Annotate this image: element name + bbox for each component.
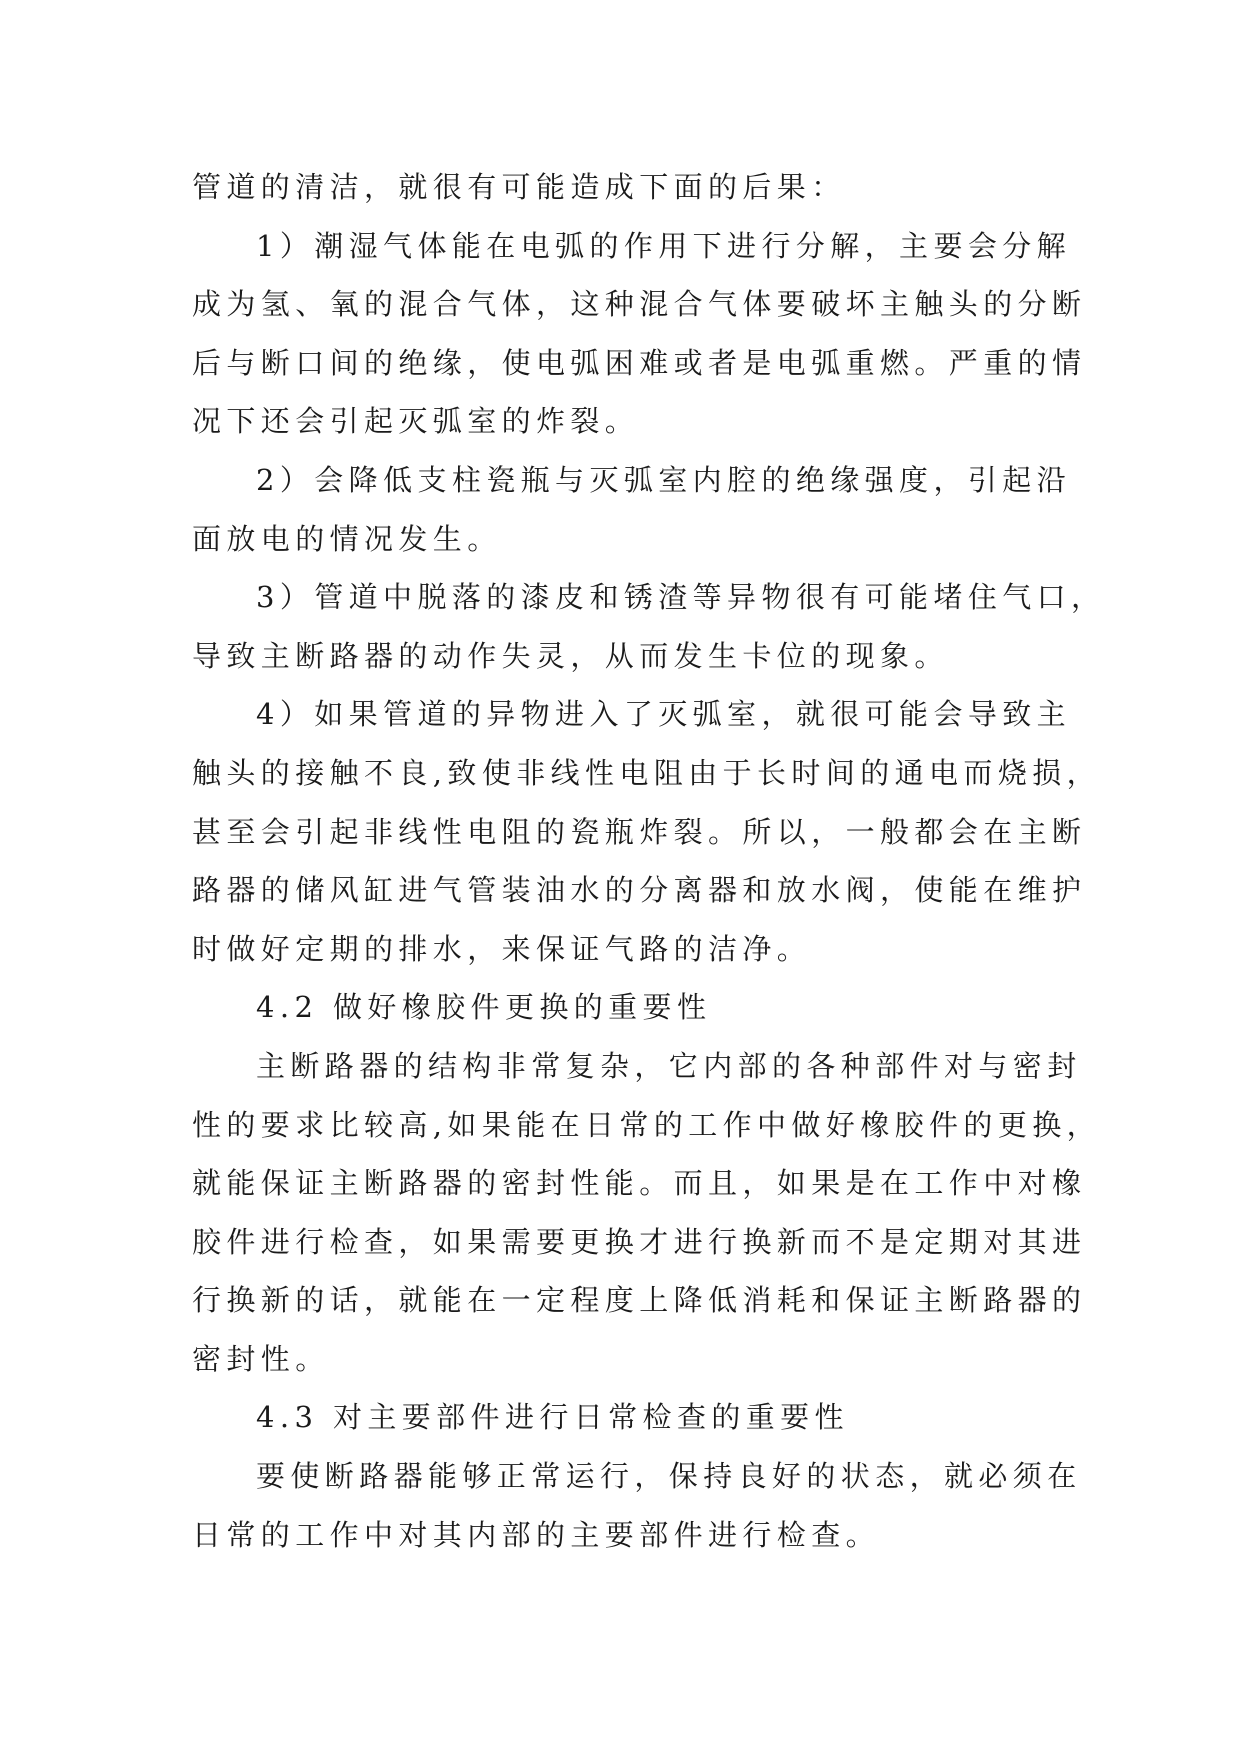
text-line: 就能保证主断路器的密封性能。而且，如果是在工作中对橡 [192, 1166, 1087, 1201]
text-line: 主断路器的结构非常复杂，它内部的各种部件对与密封 [256, 1048, 1082, 1083]
text-line: 触头的接触不良,致使非线性电阻由于长时间的通电而烧损， [192, 755, 1102, 790]
text-line: 甚至会引起非线性电阻的瓷瓶炸裂。所以，一般都会在主断 [192, 814, 1087, 849]
text-line: 后与断口间的绝缘，使电弧困难或者是电弧重燃。严重的情 [192, 345, 1087, 380]
text-line: 路器的储风缸进气管装油水的分离器和放水阀，使能在维护 [192, 873, 1087, 908]
text-line: 4.3 对主要部件进行日常检查的重要性 [256, 1400, 849, 1435]
text-line: 时做好定期的排水，来保证气路的洁净。 [192, 931, 812, 966]
text-line: 况下还会引起灭弧室的炸裂。 [192, 404, 640, 439]
text-line: 管道的清洁，就很有可能造成下面的后果： [192, 170, 846, 204]
text-line: 1）潮湿气体能在电弧的作用下进行分解，主要会分解 [256, 228, 1072, 263]
text-line: 成为氢、氧的混合气体，这种混合气体要破坏主触头的分断 [192, 287, 1087, 322]
text-line: 日常的工作中对其内部的主要部件进行检查。 [192, 1517, 881, 1552]
text-line: 性的要求比较高,如果能在日常的工作中做好橡胶件的更换， [192, 1107, 1102, 1142]
text-line: 密封性。 [192, 1341, 330, 1376]
text-line: 4）如果管道的异物进入了灭弧室，就很可能会导致主 [256, 697, 1072, 732]
text-line: 4.2 做好橡胶件更换的重要性 [256, 990, 712, 1025]
text-line: 3）管道中脱落的漆皮和锈渣等异物很有可能堵住气口， [256, 580, 1106, 615]
body-text [192, 158, 1106, 1564]
text-line: 行换新的话，就能在一定程度上降低消耗和保证主断路器的 [192, 1283, 1087, 1318]
text-line: 要使断路器能够正常运行，保持良好的状态，就必须在 [256, 1459, 1082, 1494]
text-line: 胶件进行检查，如果需要更换才进行换新而不是定期对其进 [192, 1224, 1087, 1259]
text-line: 面放电的情况发生。 [192, 521, 502, 556]
text-line: 导致主断路器的动作失灵，从而发生卡位的现象。 [192, 638, 949, 673]
text-line: 2）会降低支柱瓷瓶与灭弧室内腔的绝缘强度，引起沿 [256, 462, 1072, 497]
